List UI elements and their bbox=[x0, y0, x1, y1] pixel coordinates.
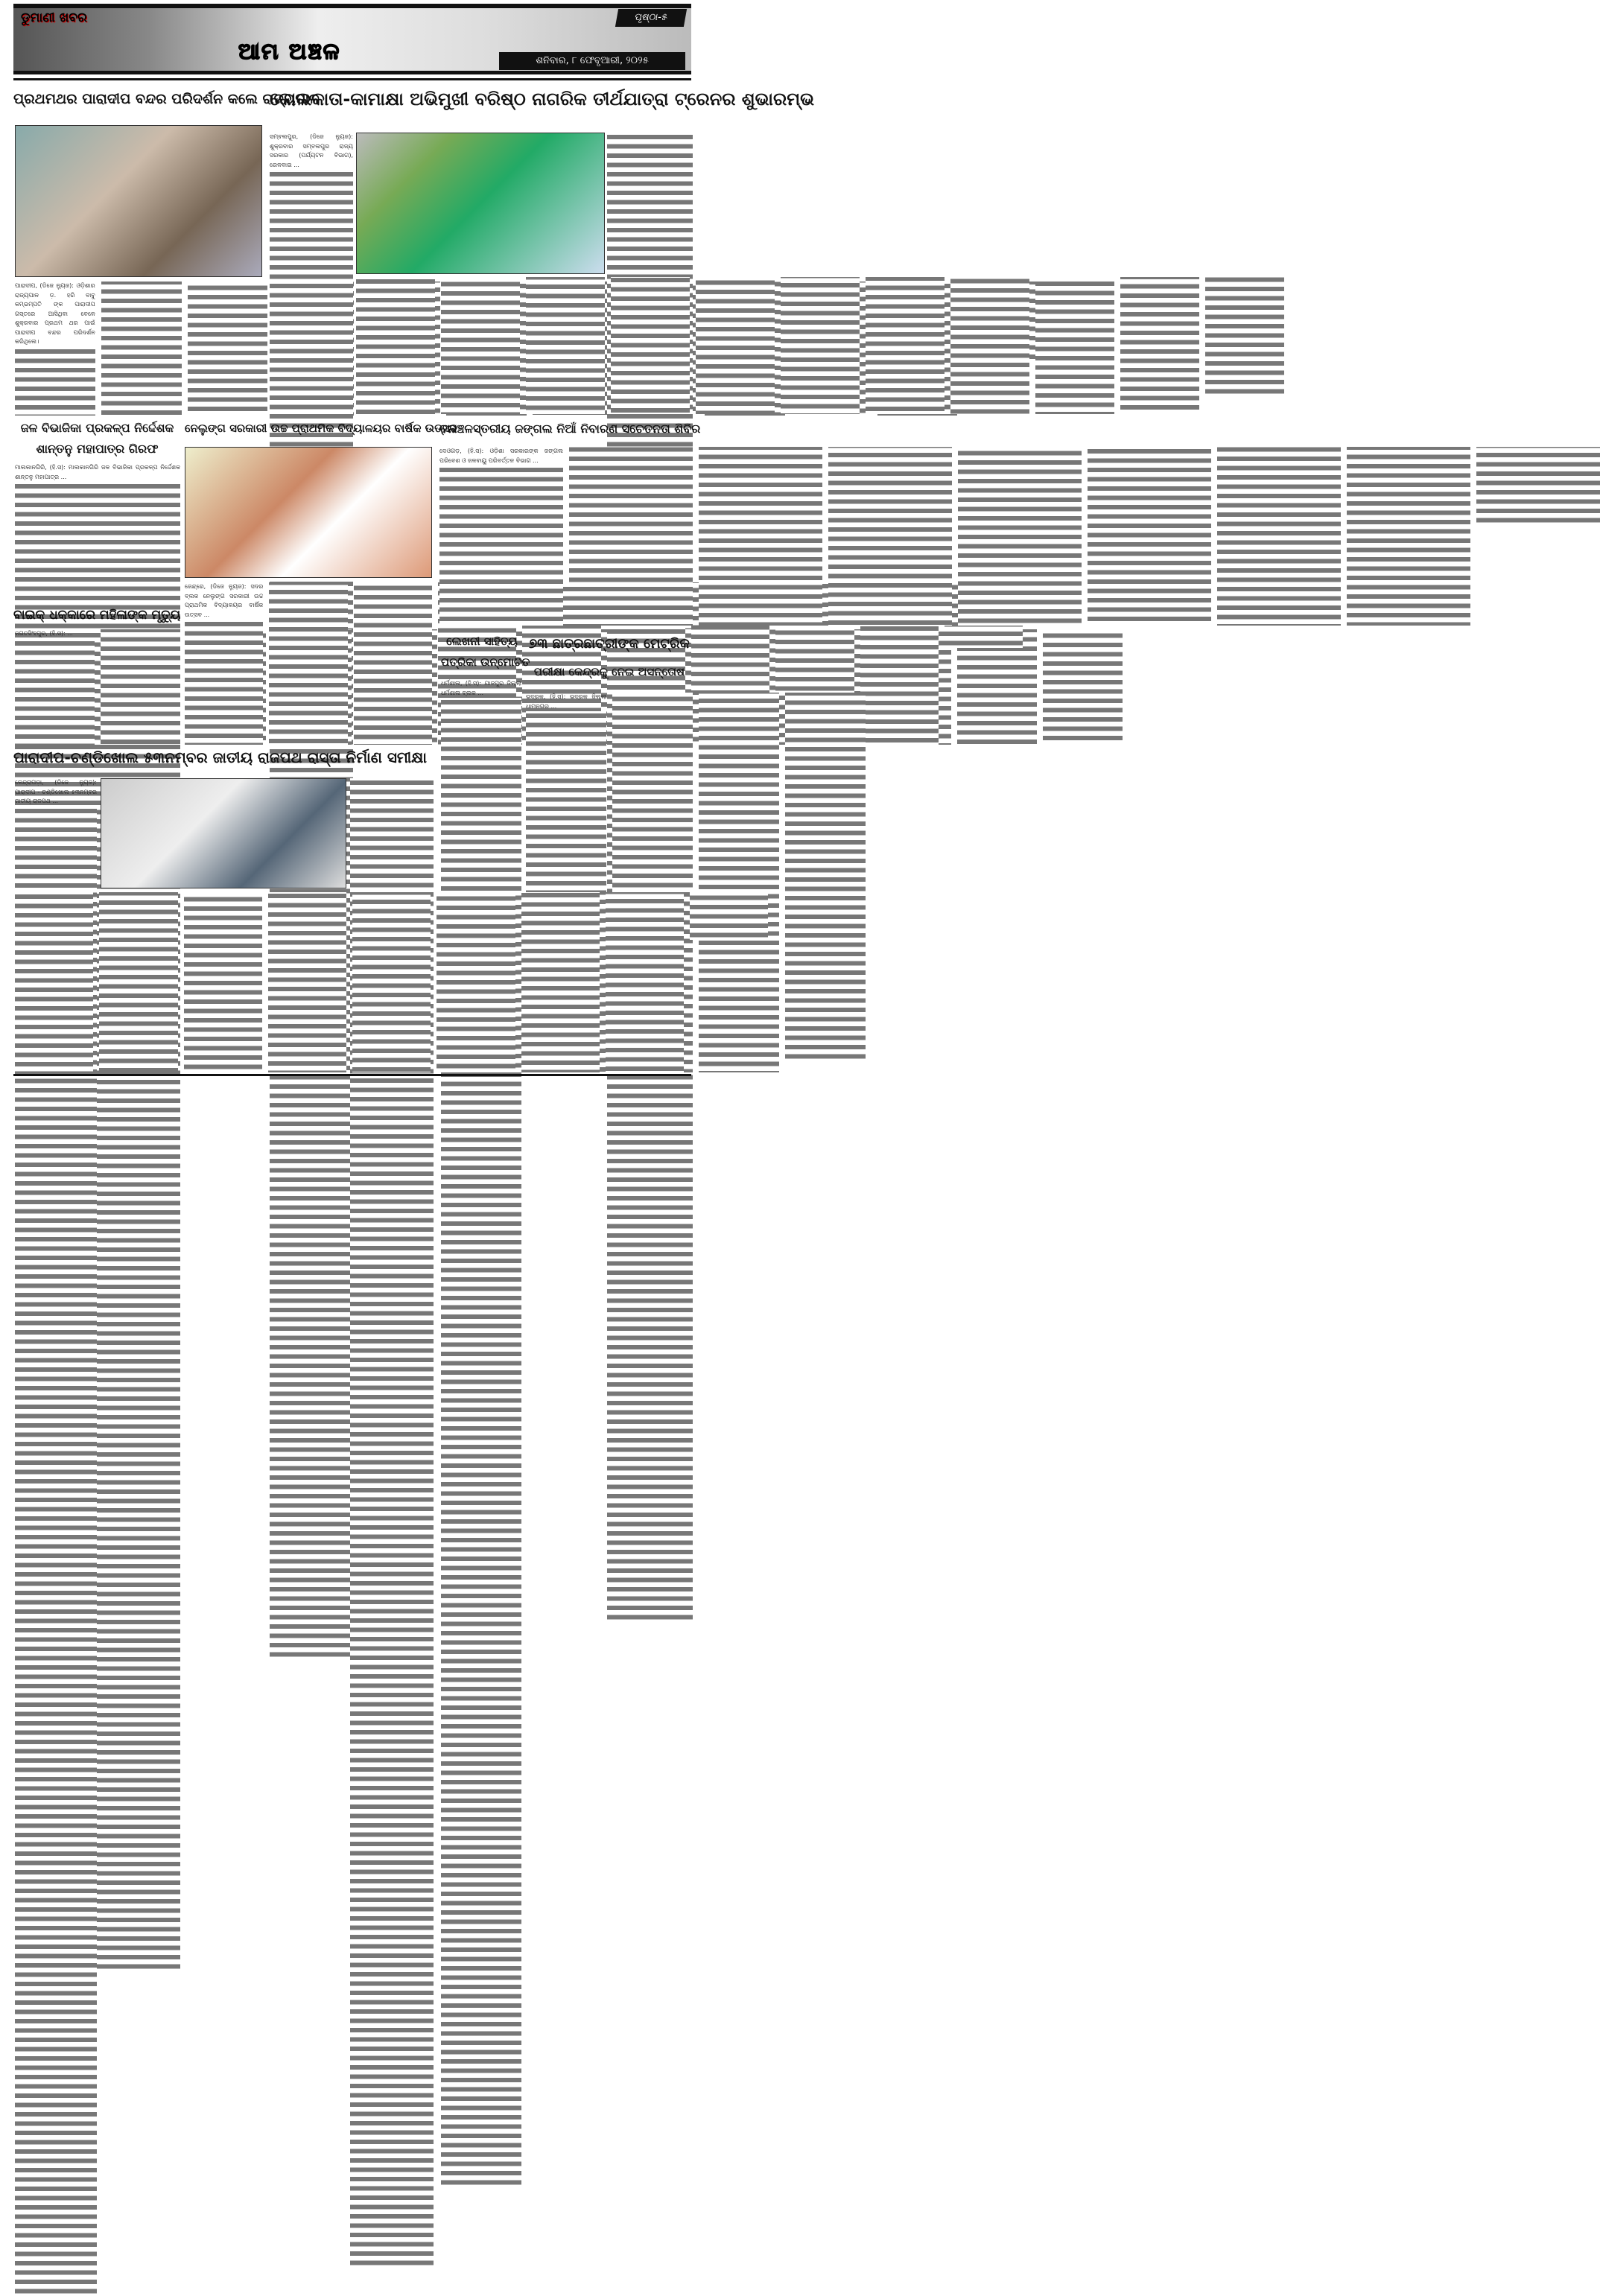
article-body-accident bbox=[15, 629, 180, 745]
brand-logo: ଡୁମାଣୀ ଖବର bbox=[21, 10, 87, 25]
article-lead: ଜଗତସିଂହପୁର, (ହି.ସ): ... bbox=[15, 630, 73, 637]
headline-school-annual: ନେଲୁଙ୍ଗ ସରକାରୀ ଉଚ୍ଚ ପ୍ରାଥମିକ ବିଦ୍ୟାଳୟର ବାର୍ଷିକ ଉତ୍ସବ bbox=[185, 422, 457, 435]
headline-forest-fire: ବନାଞ୍ଚଳସ୍ତରୀୟ ଜଙ୍ଗଲ ନିଆଁ ନିବାରଣ ସଚେତନତା ଶିବିର bbox=[439, 422, 701, 436]
article-body-train-col1 bbox=[270, 133, 353, 278]
headline-bike-accident: ବାଇକ୍ ଧକ୍କାରେ ମହିଳାଙ୍କ ମୃତ୍ୟୁ bbox=[13, 608, 181, 623]
article-lead: ମାଲକାନଗିରି, (ହି.ସ): ମାଲକାନଗିରି ଜଳ ବିଭାଜିକା ପ୍ରକଳ୍ପ ନିର୍ଦ୍ଦେଶକ ଶାନ୍ତନୁ ମହାପାତ୍ର ... bbox=[15, 464, 180, 480]
page-number: ପୃଷ୍ଠା-୫ bbox=[615, 9, 687, 27]
article-body-watershed bbox=[15, 463, 180, 605]
photo-governor-port bbox=[15, 125, 262, 277]
article-lead: ଦେଓଗଡ଼, (ହି.ସ): ଓଡ଼ିଶା ସରକାରଙ୍କ ଜଙ୍ଗଲ ପରିବେଶ ଓ ଜଳବାୟୁ ପରିବର୍ତ୍ତନ ବିଭାଗ ... bbox=[439, 448, 563, 464]
bottom-rule bbox=[13, 1074, 691, 1076]
issue-date: ଶନିବାର, ୮ ଫେବୃଆରୀ, ୨୦୨୫ bbox=[499, 52, 685, 70]
article-body-train-col3 bbox=[356, 277, 605, 414]
headline-matric-line1: ୭୩ ଛାତ୍ରଛାତ୍ରୀଙ୍କ ମେଟ୍ରିକ bbox=[529, 636, 690, 652]
photo-school-function bbox=[185, 447, 432, 578]
section-title: ଆମ ଅଞ୍ଚଳ bbox=[238, 39, 341, 65]
headline-magazine-line2: ପତ୍ରିକା ଉନ୍ମୋଚିତ bbox=[441, 655, 530, 669]
article-lead: ସମ୍ବଲପୁର, (ଡିଜେ ନ୍ୟୁଜ): ଶୁକ୍ରବାର ସମ୍ବଲପୁର ରାଜ୍ୟ ସରକାର (ପର୍ଯ୍ୟଟନ ବିଭାଗ), ରେଳବାଇ ... bbox=[270, 133, 353, 168]
article-lead: ପାରାଦୀପ, (ଡିଜେ ନ୍ୟୁଜ): ଓଡ଼ିଶାର ରାଜ୍ୟପାଳ ଡ଼. ହରି ବାବୁ କମ୍ଭମ୍ପତି ଙ୍କ ପାରାଦୀପ ଗସ୍ତରେ ଆସିଥିବା ବେଳେ ଶୁକ୍ରବାର ପ୍ରଥମ ଥର ପାଇଁ ପାରାଦୀପ ବନ୍ଦର ପରିଦର୍ଶନ କରିଥିଲେ। bbox=[15, 282, 95, 345]
headline-governor-visit: ପ୍ରଥମଥର ପାରାଦୀପ ବନ୍ଦର ପରିଦର୍ଶନ କଲେ ରାଜ୍ୟପାଳ bbox=[13, 91, 320, 107]
headline-pilgrimage-train: କୋଲକାତା-କାମାକ୍ଷା ଅଭିମୁଖୀ ବରିଷ୍ଠ ନାଗରିକ ତୀର୍ଥଯାତ୍ରା ଟ୍ରେନର ଶୁଭାରମ୍ଭ bbox=[270, 89, 815, 109]
headline-magazine-line1: ଲେଖନୀ ସାହିତ୍ୟ bbox=[446, 635, 518, 648]
headline-matric-line2: ପରୀକ୍ଷା କେନ୍ଦ୍ରକୁ ନେଇ ଅସନ୍ତୋଷ bbox=[533, 665, 685, 678]
divider bbox=[13, 78, 691, 80]
article-body-school bbox=[185, 582, 432, 745]
headline-watershed-line1: ଜଳ ବିଭାଜିକା ପ୍ରକଳ୍ପ ନିର୍ଦ୍ଦେଶକ bbox=[20, 421, 174, 435]
photo-train-flagoff bbox=[356, 133, 605, 274]
photo-review-meeting bbox=[101, 778, 346, 888]
article-body-highway-col3 bbox=[15, 892, 346, 1072]
headline-watershed-line2: ଶାନ୍ତନୁ ମହାପାତ୍ର ଗିରଫ bbox=[36, 442, 159, 456]
headline-highway-review: ପାରାଦୀପ-ଚଣ୍ଡିଖୋଲ ୫୩ନମ୍ବର ଜାତୀୟ ରାଜପଥ ରାସ୍ତା ନିର୍ମାଣ ସମୀକ୍ଷା bbox=[13, 748, 427, 766]
article-body-forest bbox=[439, 447, 693, 626]
article-lead: ଜେନ୍ଦ୍ରେ, (ଡିଜେ ନ୍ୟୁଜ): ସଦର ବ୍ଲକ ନେଲୁଙ୍ଗ ସରକାରୀ ଉଚ୍ଚ ପ୍ରାଥମିକ ବିଦ୍ୟାଳୟର ବାର୍ଷିକ ଉତ୍ସବ ... bbox=[185, 583, 264, 618]
article-lead: ଧର୍ମଶାଳା, (ହି.ସ): ଯାଜପୁର ଜିଲ୍ଲା ଧର୍ମଶାଳା ବ୍ଲକ ... bbox=[441, 680, 521, 696]
article-lead: କେନ୍ଦ୍ରାପଡ଼ା, (ଡିଜେ ନ୍ୟୁଜ): ପାରାଦୀପ - ଚଣ୍ଡିଖୋଲ ୫୩ନମ୍ବର ଜାତୀୟ ରାଜପଥ ... bbox=[15, 779, 97, 804]
article-body-highway-col1 bbox=[15, 778, 97, 888]
article-lead: ଭଦ୍ରକ, (ହି.ସ): ଭଦ୍ରକ ଜିଲ୍ଲା ଧାମନଗର ... bbox=[526, 693, 606, 710]
